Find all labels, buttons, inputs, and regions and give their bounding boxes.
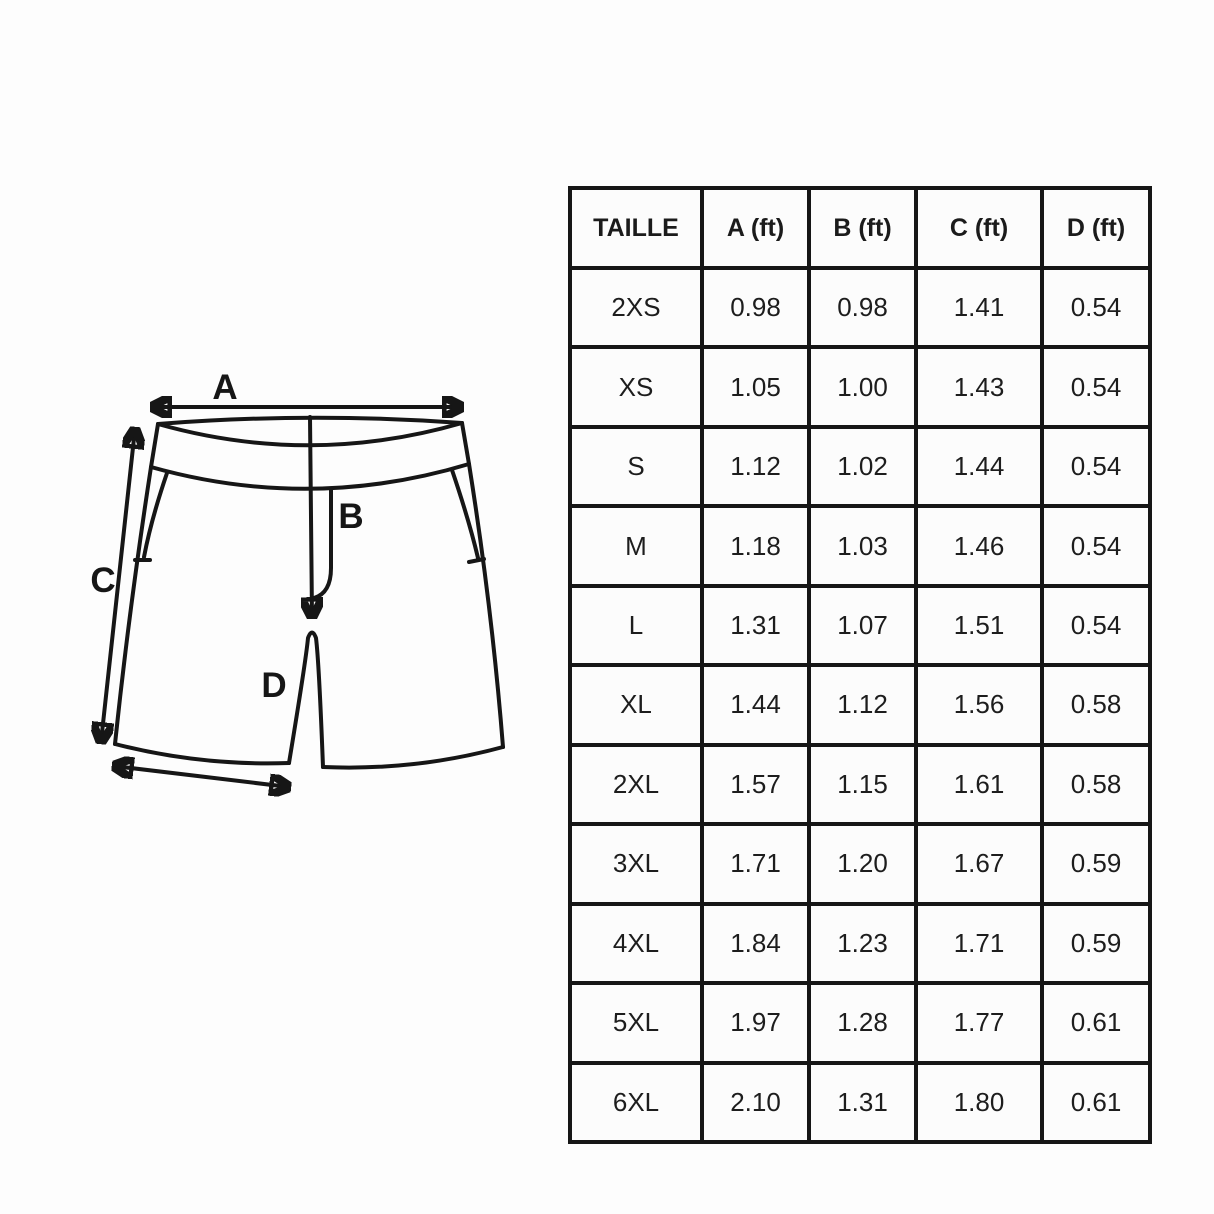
value-cell-c: 1.71: [916, 904, 1042, 983]
size-cell: 2XS: [570, 268, 702, 347]
value-cell-d: 0.59: [1042, 904, 1150, 983]
table-row: [570, 427, 1150, 506]
value-cell-c: 1.56: [916, 665, 1042, 744]
value-cell-b: 0.98: [809, 268, 916, 347]
left-outer-seam: [115, 467, 151, 744]
table-row: [570, 904, 1150, 983]
fly-curve: [314, 490, 331, 598]
value-cell-a: 1.12: [702, 427, 809, 506]
value-cell-d: 0.54: [1042, 427, 1150, 506]
size-cell: 5XL: [570, 983, 702, 1062]
measure-label-c: C: [90, 561, 116, 600]
table-row: [570, 665, 1150, 744]
value-cell-c: 1.77: [916, 983, 1042, 1062]
value-cell-c: 1.80: [916, 1063, 1042, 1142]
value-cell-d: 0.54: [1042, 268, 1150, 347]
value-cell-c: 1.41: [916, 268, 1042, 347]
left-hem: [115, 744, 289, 763]
value-cell-d: 0.61: [1042, 983, 1150, 1062]
size-cell: 2XL: [570, 745, 702, 824]
value-cell-b: 1.20: [809, 824, 916, 903]
table-row: [570, 347, 1150, 426]
right-pocket-line: [452, 470, 478, 558]
value-cell-a: 1.05: [702, 347, 809, 426]
size-cell: 6XL: [570, 1063, 702, 1142]
table-row: [570, 983, 1150, 1062]
size-cell: 3XL: [570, 824, 702, 903]
crotch-notch: [289, 633, 323, 768]
value-cell-d: 0.54: [1042, 347, 1150, 426]
right-hem: [323, 747, 503, 768]
value-cell-a: 2.10: [702, 1063, 809, 1142]
value-cell-c: 1.67: [916, 824, 1042, 903]
col-header-a: A (ft): [702, 188, 809, 268]
value-cell-b: 1.15: [809, 745, 916, 824]
value-cell-c: 1.43: [916, 347, 1042, 426]
size-cell: XL: [570, 665, 702, 744]
value-cell-b: 1.03: [809, 506, 916, 585]
value-cell-b: 1.12: [809, 665, 916, 744]
value-cell-c: 1.46: [916, 506, 1042, 585]
col-header-taille: TAILLE: [570, 188, 702, 268]
value-cell-a: 1.18: [702, 506, 809, 585]
size-cell: S: [570, 427, 702, 506]
value-cell-a: 1.97: [702, 983, 809, 1062]
arrow-b: [310, 417, 312, 617]
value-cell-d: 0.54: [1042, 586, 1150, 665]
waistband-right-edge: [462, 423, 469, 464]
value-cell-c: 1.61: [916, 745, 1042, 824]
table-row: [570, 268, 1150, 347]
header-row: [570, 188, 1150, 268]
measure-label-b: B: [338, 497, 364, 536]
col-header-c: C (ft): [916, 188, 1042, 268]
right-outer-seam: [469, 464, 503, 747]
measure-label-a: A: [212, 368, 238, 407]
value-cell-d: 0.59: [1042, 824, 1150, 903]
value-cell-d: 0.61: [1042, 1063, 1150, 1142]
value-cell-a: 1.31: [702, 586, 809, 665]
value-cell-a: 1.71: [702, 824, 809, 903]
col-header-d: D (ft): [1042, 188, 1150, 268]
table-row: [570, 1063, 1150, 1142]
value-cell-b: 1.23: [809, 904, 916, 983]
value-cell-d: 0.58: [1042, 745, 1150, 824]
table-row: [570, 586, 1150, 665]
value-cell-c: 1.44: [916, 427, 1042, 506]
value-cell-a: 1.84: [702, 904, 809, 983]
value-cell-a: 1.57: [702, 745, 809, 824]
value-cell-b: 1.31: [809, 1063, 916, 1142]
value-cell-a: 1.44: [702, 665, 809, 744]
arrow-d: [114, 766, 289, 787]
table-row: [570, 745, 1150, 824]
value-cell-d: 0.58: [1042, 665, 1150, 744]
size-cell: L: [570, 586, 702, 665]
value-cell-c: 1.51: [916, 586, 1042, 665]
table-row: [570, 824, 1150, 903]
value-cell-b: 1.02: [809, 427, 916, 506]
value-cell-b: 1.28: [809, 983, 916, 1062]
value-cell-a: 0.98: [702, 268, 809, 347]
value-cell-d: 0.54: [1042, 506, 1150, 585]
size-cell: XS: [570, 347, 702, 426]
col-header-b: B (ft): [809, 188, 916, 268]
value-cell-b: 1.07: [809, 586, 916, 665]
size-cell: M: [570, 506, 702, 585]
table-row: [570, 506, 1150, 585]
size-cell: 4XL: [570, 904, 702, 983]
measure-label-d: D: [261, 666, 287, 705]
value-cell-b: 1.00: [809, 347, 916, 426]
waistband-left-edge: [151, 424, 158, 467]
size-table: [568, 186, 1152, 1144]
